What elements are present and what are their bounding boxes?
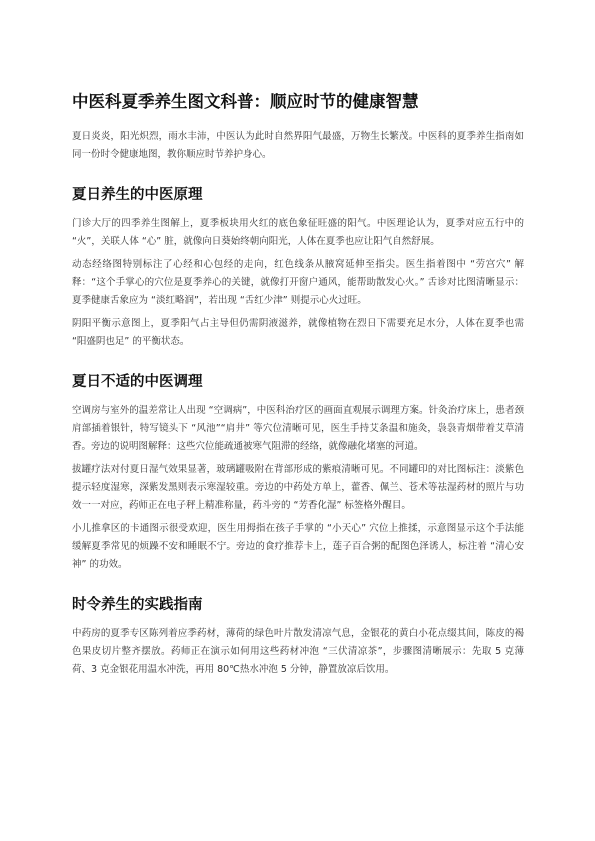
intro-paragraph: 夏日炎炎，阳光炽烈，雨水丰沛，中医认为此时自然界阳气最盛，万物生长繁茂。中医科的夏季养生指南如同一份时令健康地图，教你顺应时节养护身心。 [72,131,524,160]
section-practice [72,594,524,679]
section-paragraph: 中药房的夏季专区陈列着应季药材，薄荷的绿色叶片散发清凉气息，金银花的黄白小花点缀其间，陈皮的褐色果皮切片整齐摆放。药师正在演示如何用这些药材冲泡 “三伏清凉茶”，步骤图清晰展示：先取 5 克薄荷、3 克金银花用温水冲洗，再用 80℃热水冲泡 5 分钟，静置放凉后饮用。 [72,628,524,675]
article-title: 中医科夏季养生图文科普：顺应时节的健康智慧 [72,92,419,111]
section-paragraph: 阴阳平衡示意图上，夏季阳气占主导但仍需阴液滋养，就像植物在烈日下需要充足水分，人体在夏季也需 “阳盛阴也足” 的平衡状态。 [72,318,524,347]
section-heading: 夏日不适的中医调理 [72,374,203,390]
section-paragraph: 门诊大厅的四季养生图解上，夏季板块用火红的底色象征旺盛的阳气。中医理论认为，夏季对应五行中的 “火”，关联人体 “心” 脏，就像向日葵始终朝向阳光，人体在夏季也应让阳气自然舒展。 [72,218,524,247]
section-heading: 夏日养生的中医原理 [72,187,203,203]
section-principles [72,184,524,351]
section-paragraph: 小儿推拿区的卡通图示很受欢迎，医生用拇指在孩子手掌的 “小天心” 穴位上推揉，示意图显示这个手法能缓解夏季常见的烦躁不安和睡眠不宁。旁边的食疗推荐卡上，莲子百合粥的配图色泽诱人，标注着 “清心安神” 的功效。 [72,523,524,570]
section-paragraph: 空调房与室外的温差常让人出现 “空调病”，中医科治疗区的画面直观展示调理方案。针灸治疗床上，患者颈肩部插着银针，特写镜头下 “风池”“肩井” 等穴位清晰可见，医生手持艾条温和施灸，袅袅青烟带着艾草清香。旁边的说明图解释：这些穴位能疏通被寒气阻滞的经络，就像融化堵塞的河道。 [72,405,524,452]
section-conditioning [72,371,524,574]
section-paragraph: 动态经络图特别标注了心经和心包经的走向，红色线条从腋窝延伸至指尖。医生指着图中 “劳宫穴” 解释：“这个手掌心的穴位是夏季养心的关键，就像打开窗户通风，能帮助散发心火。” 舌诊对比图清晰显示：夏季健康舌象应为 “淡红略润”，若出现 “舌红少津” 则提示心火过旺。 [72,259,524,306]
section-heading: 时令养生的实践指南 [72,597,203,613]
section-paragraph: 拔罐疗法对付夏日湿气效果显著，玻璃罐吸附在背部形成的紫痕清晰可见。不同罐印的对比图标注：淡紫色提示轻度湿寒，深紫发黑则表示寒湿较重。旁边的中药处方单上，藿香、佩兰、苍术等祛湿药材的照片与功效一一对应，药师正在电子秤上精准称量，药斗旁的 “芳香化湿” 标签格外醒目。 [72,464,524,511]
article [72,90,524,684]
